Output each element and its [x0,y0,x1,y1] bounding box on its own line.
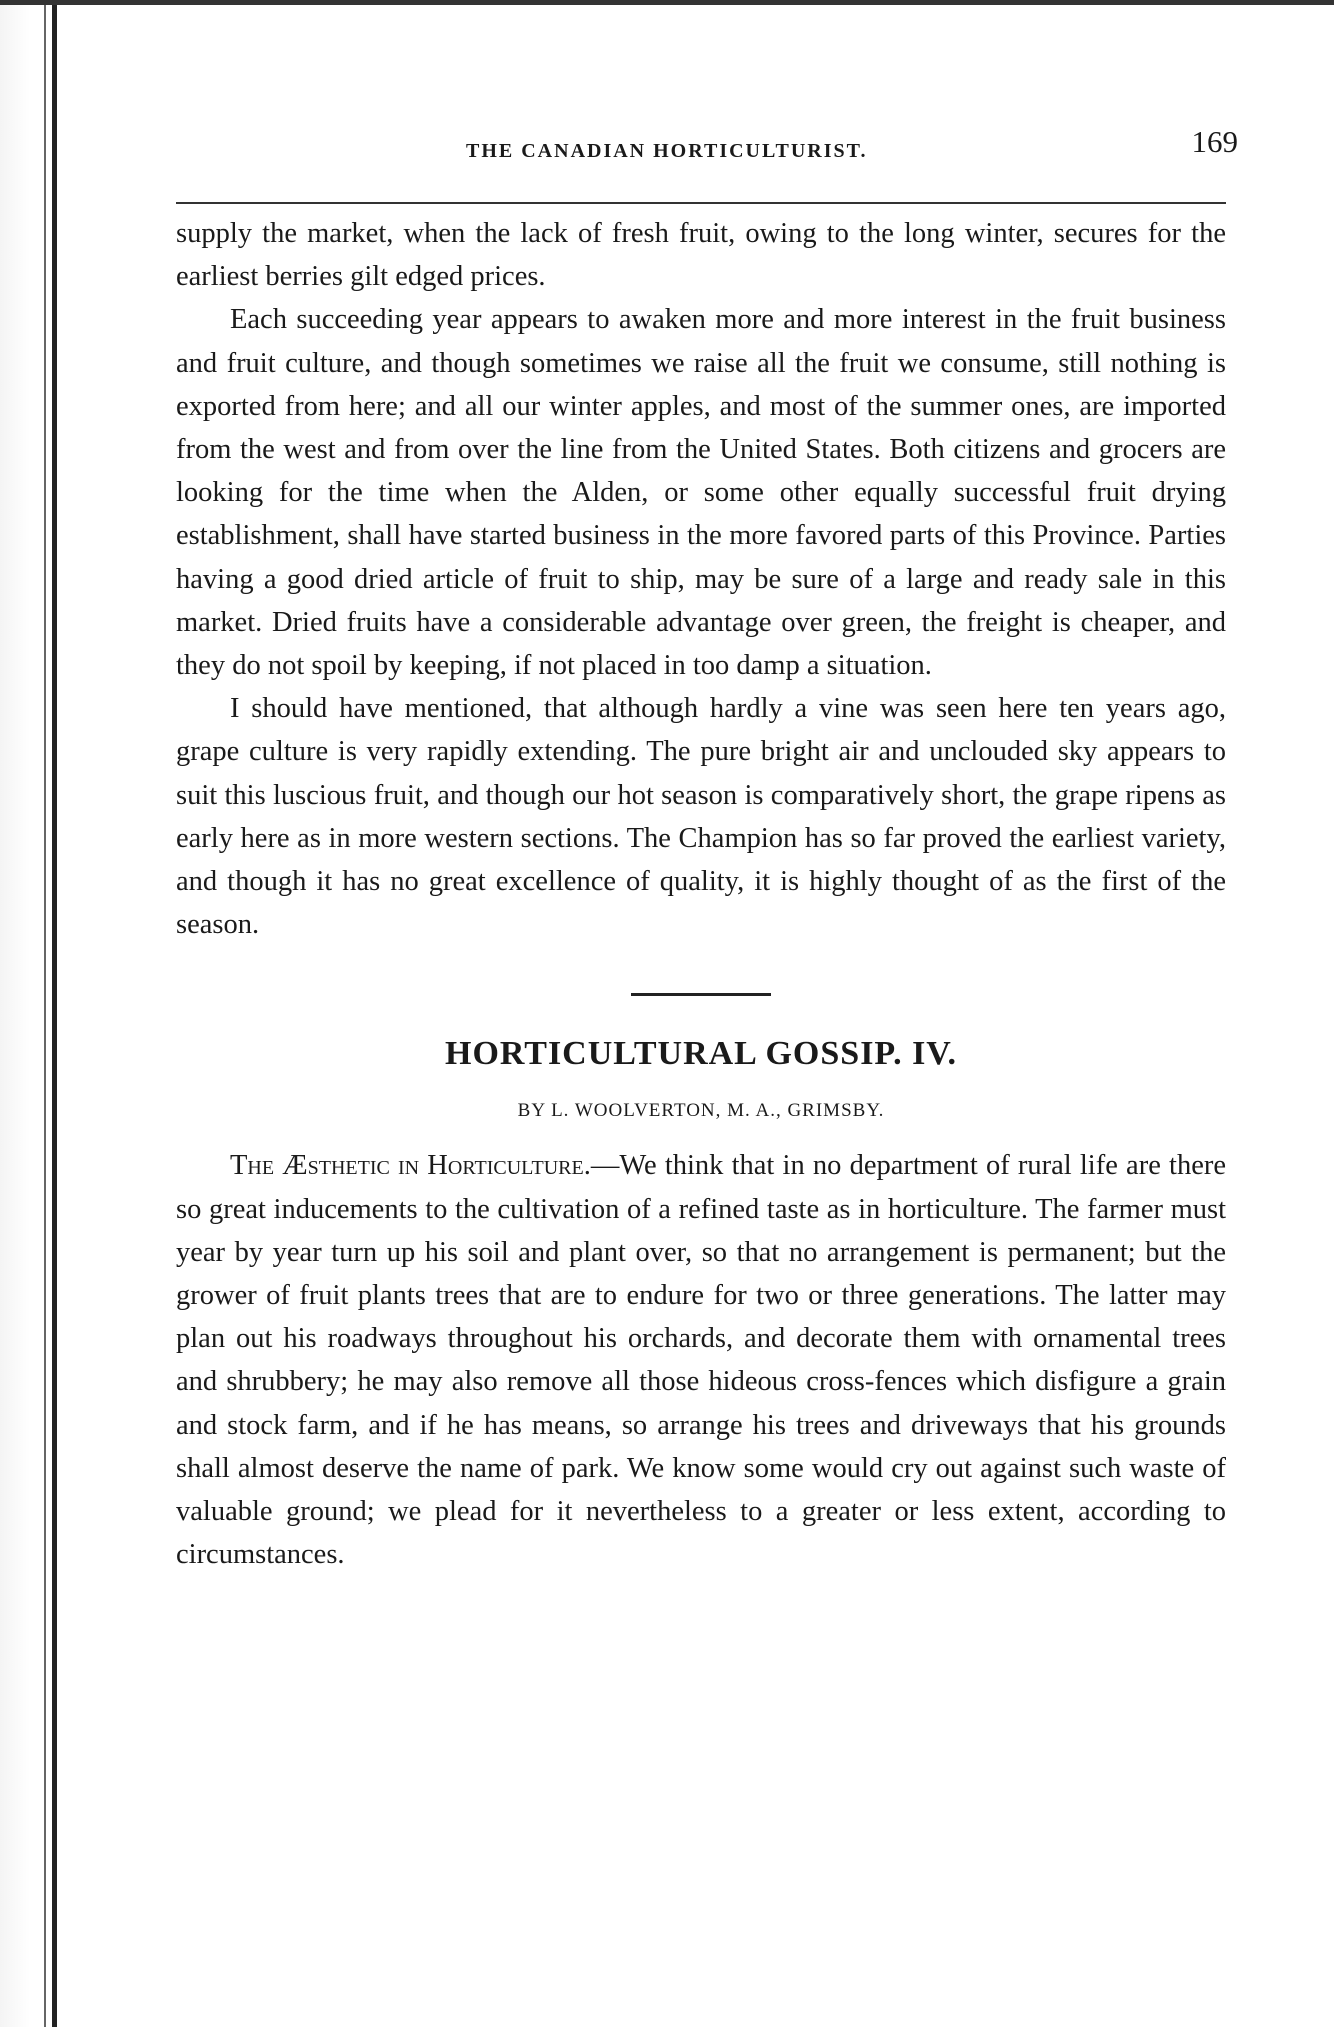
page-number: 169 [1191,124,1238,159]
header-rule [176,202,1226,204]
running-title: THE CANADIAN HORTICULTURIST. [466,140,868,162]
paragraph-aesthetic [176,1144,1226,1576]
paragraph-grape-culture: I should have mentioned, that although hardly a vine was seen here ten years ago, grape culture is very rapidly extending. The pure bright air and unclouded sky appears to suit this luscious fruit, and though our hot season is comparatively short, the grape ripens as early here as in more western sections. The Champion has so far proved the earliest variety, and though it has no great excellence of quality, it is highly thought of as the first of the season. [176,693,1226,941]
binding-line [52,0,57,2027]
lead-heading: The Æsthetic in Horticulture. [230,1150,591,1182]
lead-text: —We think that in no department of rural life are there so great inducements to the cultivation of a refined taste as in horticulture. The farmer must year by year turn up his soil and plant over, so that no arrangement is permanent; but the grower of fruit plants trees that are to endure for two or three generations. The latter may plan out his roadways throughout his orchards, and decorate them with ornamental trees and shrubbery; he may also remove all those hideous cross-fences which disfigure a grain and stock farm, and if he has means, so arrange his trees and driveways that his grounds shall almost deserve the name of park. We know some would cry out against such waste of valuable ground; we plead for it nevertheless to a greater or less extent, according to circumstances. [176,1150,1226,1571]
body-text [176,212,1226,1576]
article-byline: BY L. WOOLVERTON, M. A., GRIMSBY. [517,1100,885,1122]
article-title: HORTICULTURAL GOSSIP. IV. [445,1035,957,1073]
paragraph-continuation: supply the market, when the lack of fresh fruit, owing to the long winter, secures for the earliest berries gilt edged prices. [176,218,1226,293]
running-header [176,118,1246,162]
top-scan-border [0,0,1334,5]
binding-shadow-line [44,0,46,2027]
document-page [176,118,1246,1571]
section-divider [631,993,771,996]
paragraph-fruit-business: Each succeeding year appears to awaken more and more interest in the fruit business and fruit culture, and though sometimes we raise all the fruit we consume, still nothing is exported from here; and all our winter apples, and most of the summer ones, are imported from the west and from over the line from the United States. Both citizens and grocers are looking for the time when the Alden, or some other equally successful fruit drying establishment, shall have started business in the more favored parts of this Province. Parties having a good dried article of fruit to ship, may be sure of a large and ready sale in this market. Dried fruits have a considerable advantage over green, the freight is cheaper, and they do not spoil by keeping, if not placed in too damp a situation. [176,304,1226,682]
